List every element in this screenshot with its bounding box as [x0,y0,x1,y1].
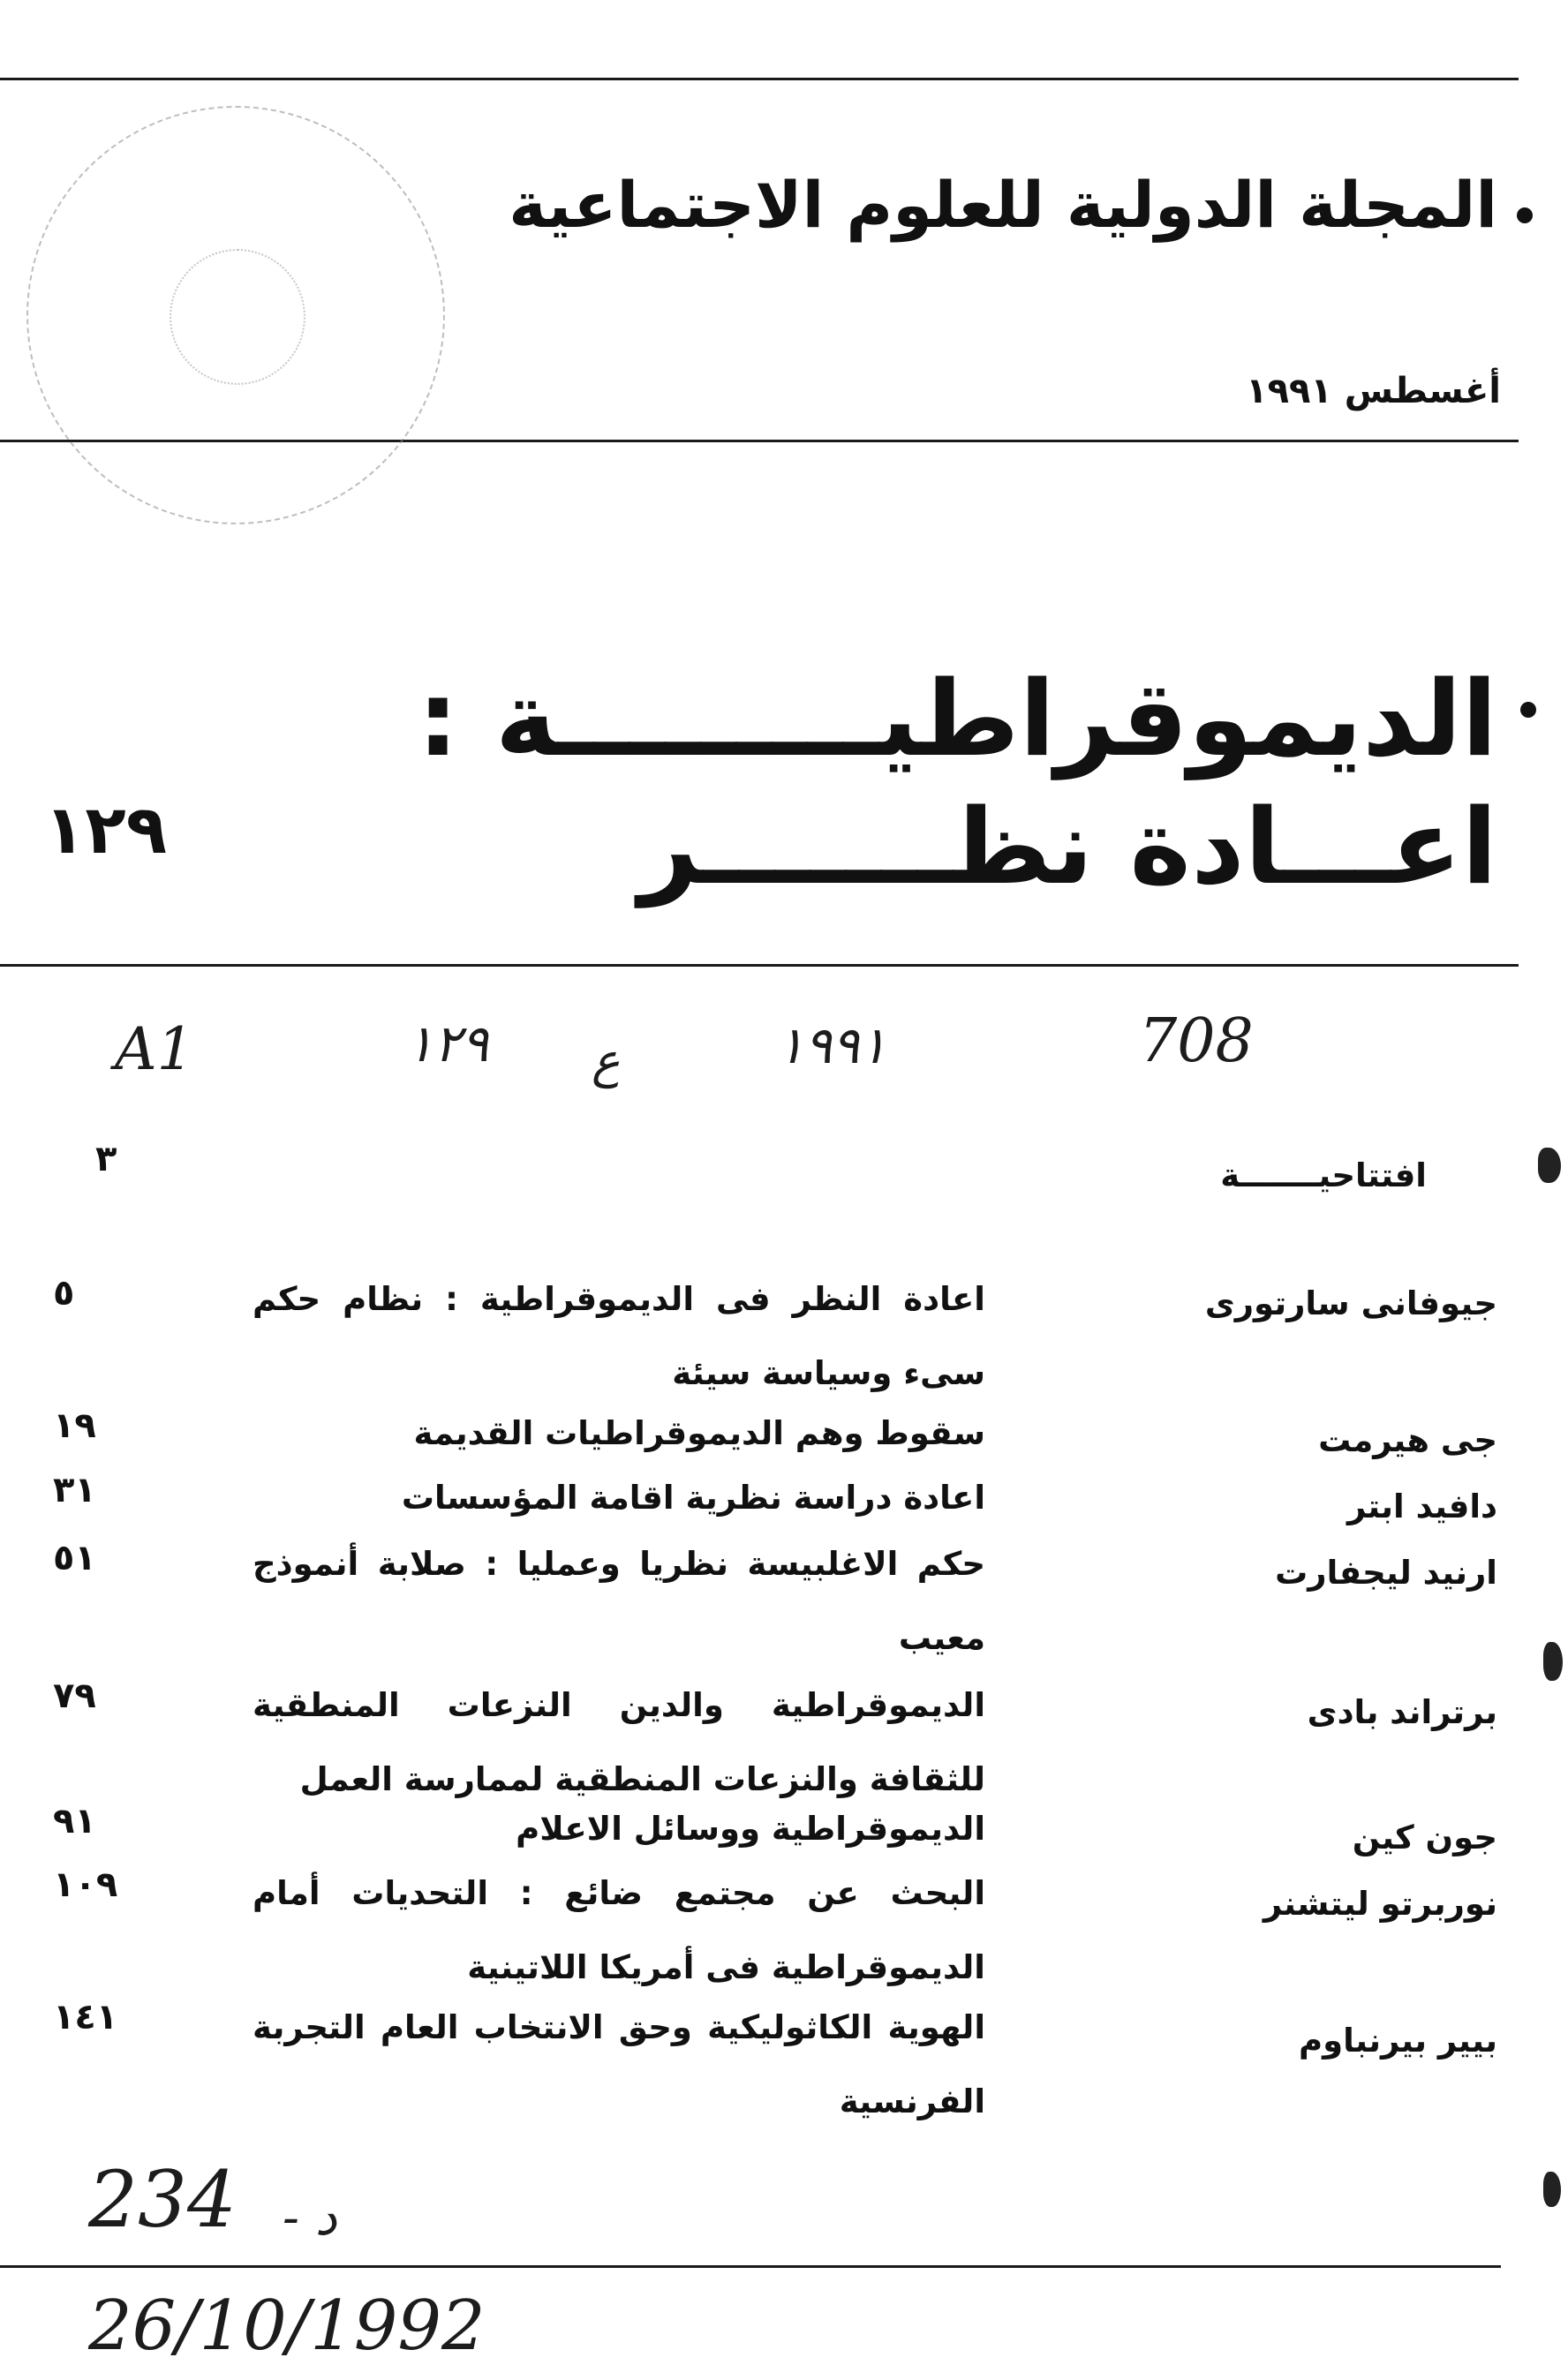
toc-title: حكم الاغلبيسة نظريا وعمليا : صلابة أنموذج معيب [253,1545,985,1657]
toc-author: دافيد ابتر [1347,1488,1497,1525]
toc-editorial-page: ٣ [95,1139,117,1179]
toc-author: برتراند بادى [1307,1693,1497,1731]
toc-author: جى هيرمت [1318,1421,1497,1459]
handwritten-accession: 708 [1139,1006,1254,1076]
library-stamp [26,106,445,524]
bullet-icon [1517,207,1533,223]
handwritten-year: ١٩٩١ [777,1015,887,1075]
journal-title: المجلة الدولية للعلوم الاجتماعية [509,168,1497,242]
toc-title: البحث عن مجتمع ضائع : التحديات أمام الديموقراطية فى أمريكا اللاتينية [253,1874,985,1986]
toc-editorial-label: افتتاحيـــــــة [1220,1156,1427,1194]
toc-page-number: ٥ [53,1273,75,1314]
toc-title: الهوية الكاثوليكية وحق الانتخاب العام التجربة الفرنسية [253,2008,985,2120]
toc-title: اعادة دراسة نظرية اقامة المؤسسات [401,1479,985,1517]
toc-title: الديموقراطية والدين النزعات المنطقية للثقافة والنزعات المنطقية لممارسة العمل [253,1686,985,1798]
issue-theme-line1: الديموقراطيـــــــــة : [417,658,1497,780]
toc-page-number: ١٩ [53,1405,96,1446]
handwritten-dash-letter: - د [283,2189,337,2247]
handwritten-shelf-code: A1 [115,1015,194,1083]
issue-number: ١٢٩ [44,790,168,869]
toc-page-number: ١٠٩ [53,1864,118,1905]
toc-page-number: ٩١ [53,1801,96,1841]
toc-page-number: ٧٩ [53,1676,96,1716]
toc-title: سقوط وهم الديموقراطيات القديمة [413,1414,985,1452]
footer-rule [0,2265,1501,2268]
toc-title: الديموقراطية ووسائل الاعلام [516,1810,985,1848]
theme-rule [0,964,1519,967]
toc-author: جون كين [1352,1819,1497,1857]
library-stamp-inner [170,249,305,385]
toc-title: اعادة النظر فى الديموقراطية : نظام حكم سىء وسياسة سيئة [253,1280,985,1392]
toc-page-number: ١٤١ [53,1997,118,2037]
toc-page-number: ٣١ [53,1470,96,1510]
handwritten-issue-ref: ١٢٩ [406,1013,489,1073]
handwritten-date-bottom: 26/10/1992 [88,2286,486,2366]
issue-date: أغسطس ١٩٩١ [1246,371,1501,411]
punch-hole-mark [1538,1148,1561,1183]
top-rule [0,78,1519,80]
handwritten-issue-letter: ع [592,1033,621,1088]
toc-author: بيير بيرنباوم [1298,2022,1497,2060]
punch-hole-mark [1543,2172,1561,2207]
toc-author: نوربرتو ليتشنر [1263,1885,1497,1923]
toc-author: ارنيد ليجفارت [1275,1554,1497,1592]
issue-theme-line2: اعـــادة نظـــــــر [638,786,1497,908]
bullet-icon [1520,702,1536,718]
punch-hole-mark [1543,1642,1563,1681]
toc-author: جيوفانى سارتورى [1204,1284,1497,1322]
handwritten-number-bottom: 234 [88,2154,237,2245]
toc-page-number: ٥١ [53,1538,96,1578]
